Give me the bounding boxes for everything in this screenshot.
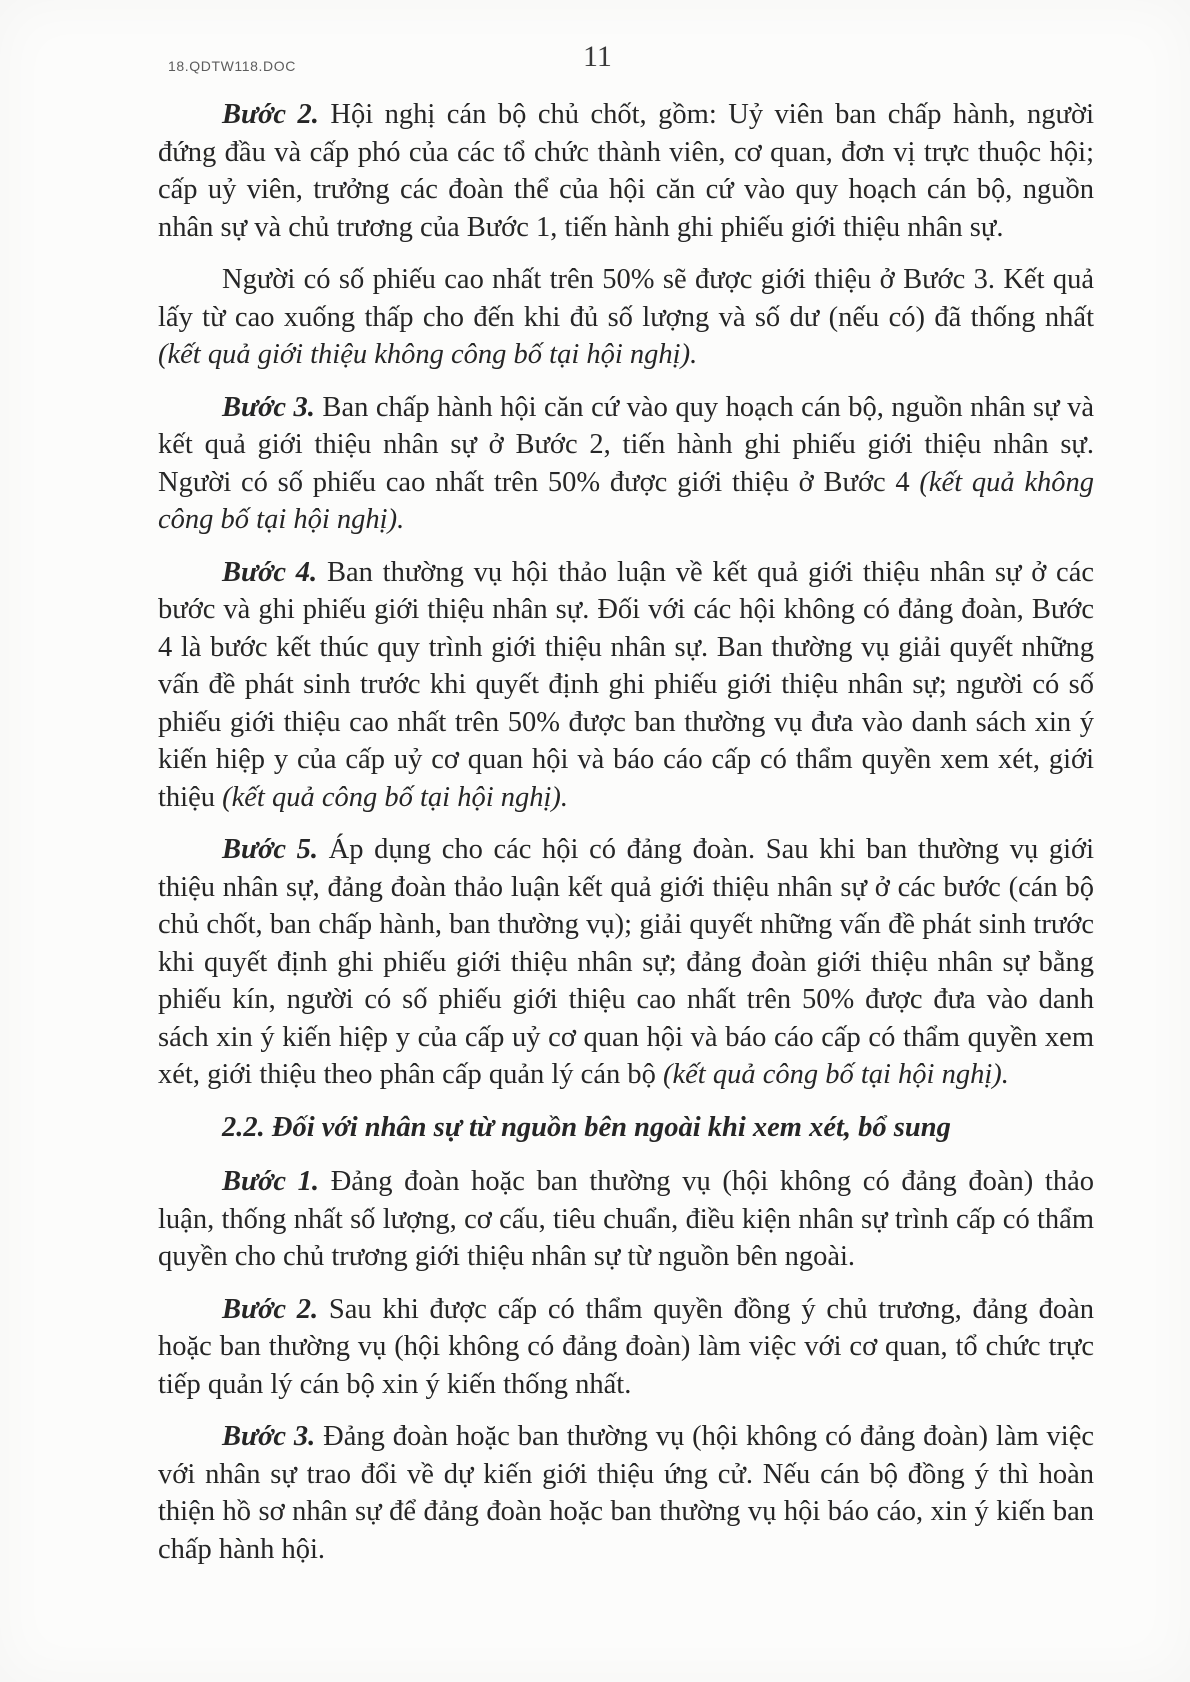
paragraph: [158, 1291, 1094, 1404]
paragraph: [158, 1163, 1094, 1276]
text-run: Bước 4.: [222, 556, 318, 588]
page-header: [160, 40, 1035, 80]
page-number: 11: [583, 40, 612, 73]
paragraph: [158, 554, 1094, 817]
text-run: Ban thường vụ hội thảo luận về kết quả giới thiệu nhân sự ở các bước và ghi phiếu giới thiệu nhân sự. Đối với các hội không có đảng đoàn, Bước 4 là bước kết thúc quy trình giới thiệu nhân sự. Ban thường vụ giải quyết những vấn đề phát sinh trước khi quyết định ghi phiếu giới thiệu nhân sự; người có số phiếu giới thiệu cao nhất trên 50% được ban thường vụ đưa vào danh sách xin ý kiến hiệp y của cấp uỷ cơ quan hội và báo cáo cấp có thẩm quyền xem xét, giới thiệu: [158, 556, 1094, 813]
text-run: Bước 1.: [222, 1166, 320, 1197]
text-run: Đảng đoàn hoặc ban thường vụ (hội không có đảng đoàn) làm việc với nhân sự trao đổi về dự kiến giới thiệu ứng cử. Nếu cán bộ đồng ý thì hoàn thiện hồ sơ nhân sự để đảng đoàn hoặc ban thường vụ hội báo cáo, xin ý kiến ban chấp hành hội.: [158, 1421, 1094, 1565]
text-run: Áp dụng cho các hội có đảng đoàn. Sau khi ban thường vụ giới thiệu nhân sự, đảng đoàn thảo luận kết quả giới thiệu nhân sự ở các bước (cán bộ chủ chốt, ban chấp hành, ban thường vụ); giải quyết những vấn đề phát sinh trước khi quyết định ghi phiếu giới thiệu nhân sự; đảng đoàn giới thiệu nhân sự bằng phiếu kín, người có số phiếu giới thiệu cao nhất trên 50% được đưa vào danh sách xin ý kiến hiệp y của cấp uỷ cơ quan hội và báo cáo cấp có thẩm quyền xem xét, giới thiệu theo phân cấp quản lý cán bộ: [158, 834, 1094, 1090]
text-run: (kết quả không công bố tại hội nghị).: [158, 466, 1094, 535]
section-heading: [158, 1109, 1094, 1147]
paragraph: [158, 96, 1094, 246]
paragraph: [158, 389, 1094, 539]
text-run: Đảng đoàn hoặc ban thường vụ (hội không có đảng đoàn) thảo luận, thống nhất số lượng, cơ cấu, tiêu chuẩn, điều kiện nhân sự trình cấp có thẩm quyền cho chủ trương giới thiệu nhân sự từ nguồn bên ngoài.: [158, 1166, 1095, 1272]
text-run: Bước 3.: [222, 1421, 316, 1452]
text-run: (kết quả giới thiệu không công bố tại hội nghị).: [158, 339, 698, 370]
text-run: Hội nghị cán bộ chủ chốt, gồm: Uỷ viên ban chấp hành, người đứng đầu và cấp phó của các tổ chức thành viên, cơ quan, đơn vị trực thuộc hội; cấp uỷ viên, trưởng các đoàn thể của hội căn cứ vào quy hoạch cán bộ, nguồn nhân sự và chủ trương của Bước 1, tiến hành ghi phiếu giới thiệu nhân sự.: [158, 99, 1094, 243]
text-run: Bước 2.: [222, 99, 319, 130]
paragraph: [158, 1418, 1094, 1568]
text-run: 2.2. Đối với nhân sự từ nguồn bên ngoài khi xem xét, bổ sung: [222, 1111, 951, 1143]
document-body: [158, 96, 1094, 1583]
document-code: 18.QDTW118.DOC: [168, 58, 296, 74]
text-run: Ban chấp hành hội căn cứ vào quy hoạch cán bộ, nguồn nhân sự và kết quả giới thiệu nhân sự ở Bước 2, tiến hành ghi phiếu giới thiệu nhân sự. Người có số phiếu cao nhất trên 50% được giới thiệu ở Bước 4: [158, 391, 1094, 498]
text-run: Sau khi được cấp có thẩm quyền đồng ý chủ trương, đảng đoàn hoặc ban thường vụ (hội không có đảng đoàn) làm việc với cơ quan, tổ chức trực tiếp quản lý cán bộ xin ý kiến thống nhất.: [158, 1293, 1095, 1400]
text-run: Người có số phiếu cao nhất trên 50% sẽ được giới thiệu ở Bước 3. Kết quả lấy từ cao xuống thấp cho đến khi đủ số lượng và số dư (nếu có) đã thống nhất: [158, 264, 1094, 333]
text-run: (kết quả công bố tại hội nghị).: [662, 1059, 1009, 1090]
text-run: (kết quả công bố tại hội nghị).: [222, 781, 569, 813]
paragraph: [158, 831, 1094, 1094]
text-run: Bước 2.: [222, 1293, 319, 1325]
text-run: Bước 5.: [222, 834, 319, 865]
text-run: Bước 3.: [222, 391, 315, 423]
paragraph: [158, 261, 1094, 374]
